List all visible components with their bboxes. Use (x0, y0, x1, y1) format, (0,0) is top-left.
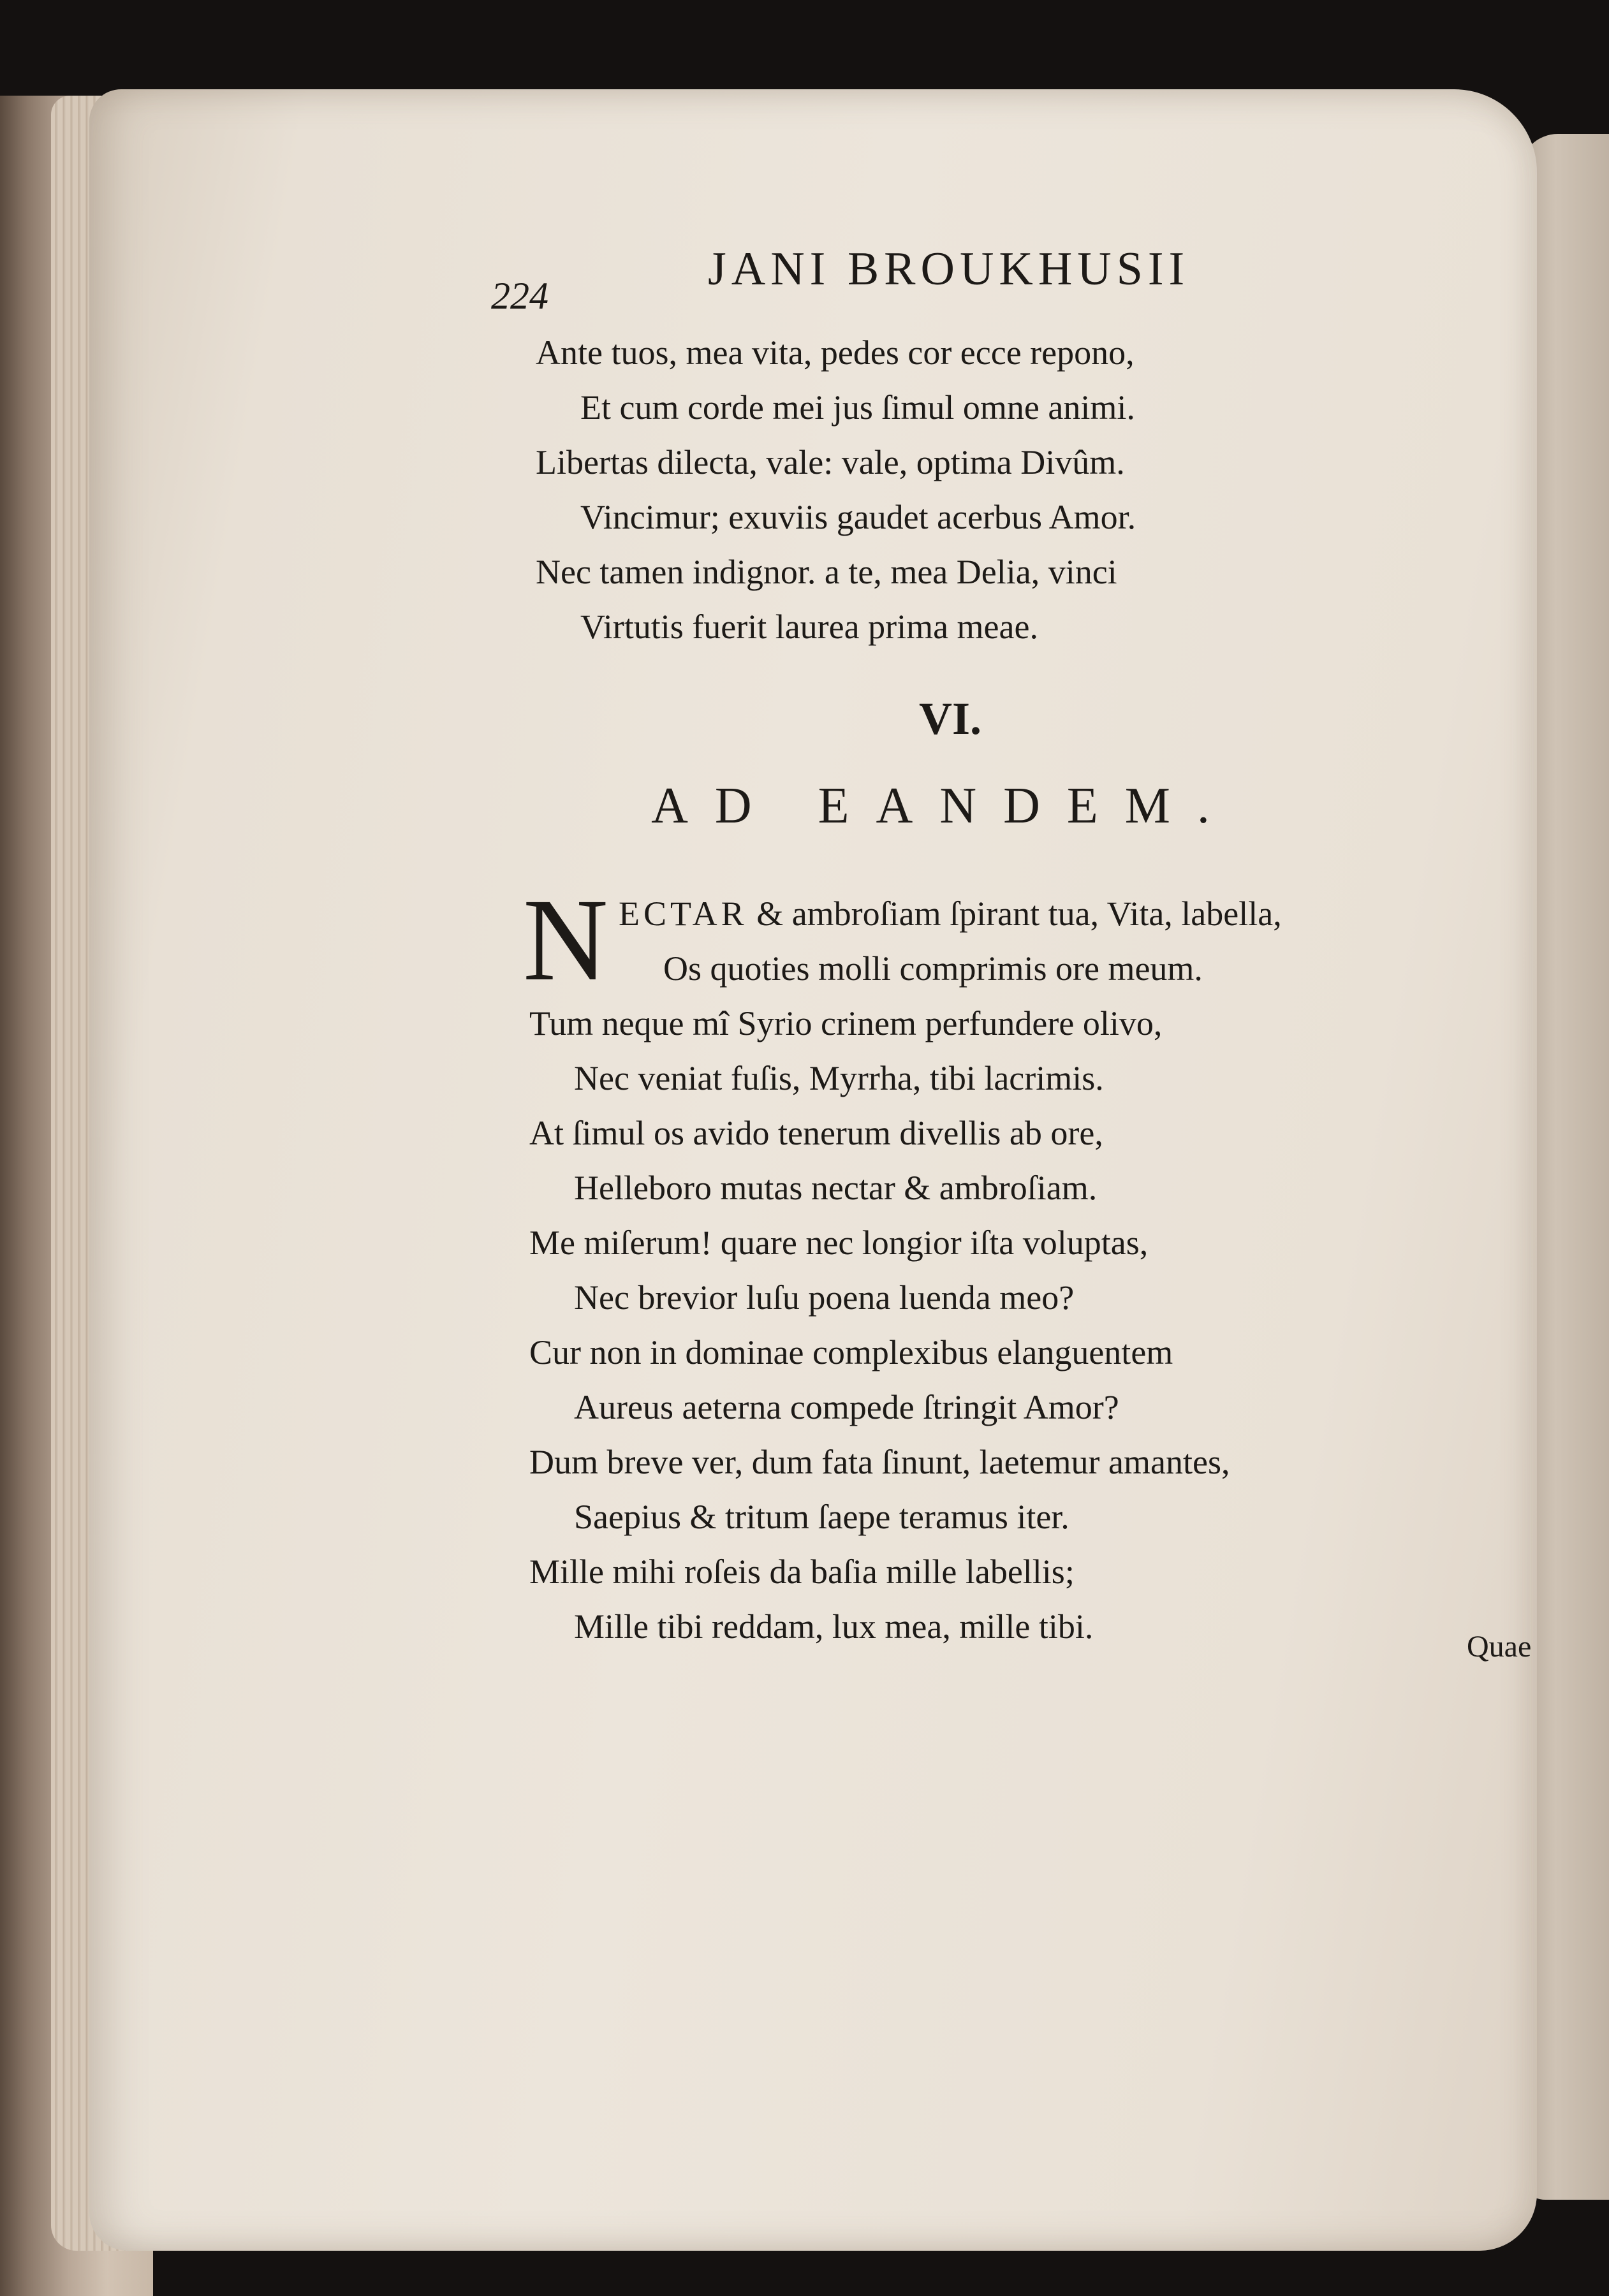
poem-number: VI. (918, 693, 981, 744)
verse-line: Et cum corde mei jus ſimul omne animi. (580, 388, 1135, 427)
verse-line: Nec tamen indignor. a te, mea Delia, vinci (536, 553, 1117, 591)
verse-line: Mille mihi roſeis da baſia mille labellis; (529, 1553, 1075, 1591)
verse-line: Cur non in dominae complexibus elanguentem (529, 1333, 1173, 1371)
page-header (491, 236, 1492, 325)
verse-line: Ante tuos, mea vita, pedes cor ecce repono, (536, 333, 1135, 372)
catchword: Quae (1467, 1630, 1532, 1664)
verse-line: At ſimul os avido tenerum divellis ab ore, (529, 1114, 1103, 1152)
poem-title: AD EANDEM. (651, 778, 1237, 834)
verse-line: Mille tibi reddam, lux mea, mille tibi. (574, 1607, 1094, 1646)
previous-poem (536, 325, 1492, 654)
verse-line: Saepius & tritum ſaepe teramus iter. (574, 1498, 1069, 1536)
verse-line: Tum neque mî Syrio crinem perfundere olivo, (529, 1004, 1163, 1042)
verse-line: Vincimur; exuviis gaudet acerbus Amor. (580, 498, 1136, 536)
verse-line: Libertas dilecta, vale: vale, optima Divûm. (536, 443, 1125, 481)
verse-line: Aureus aeterna compede ſtringit Amor? (574, 1388, 1119, 1426)
first-word: ECTAR (619, 895, 748, 933)
verse-line: Nec veniat fuſis, Myrrha, tibi lacrimis. (574, 1059, 1104, 1097)
verse-line: Virtutis fuerit laurea prima meae. (580, 608, 1038, 646)
page-number: 224 (491, 275, 548, 317)
poem-body (523, 875, 1492, 1654)
text-block (491, 236, 1492, 1654)
running-title: JANI BROUKHUSII (708, 243, 1190, 295)
first-line-rest: & ambroſiam ſpirant tua, Vita, labella, (747, 895, 1282, 933)
verse-line: Dum breve ver, dum fata ſinunt, laetemur amantes, (529, 1443, 1230, 1481)
verse-line: Helleboro mutas nectar & ambroſiam. (574, 1169, 1098, 1207)
drop-cap: N (523, 875, 608, 1005)
verse-line: Nec brevior luſu poena luenda meo? (574, 1278, 1075, 1317)
verse-line: Os quoties molli comprimis ore meum. (663, 949, 1203, 988)
verse-line: Me miſerum! quare nec longior iſta voluptas, (529, 1224, 1149, 1262)
